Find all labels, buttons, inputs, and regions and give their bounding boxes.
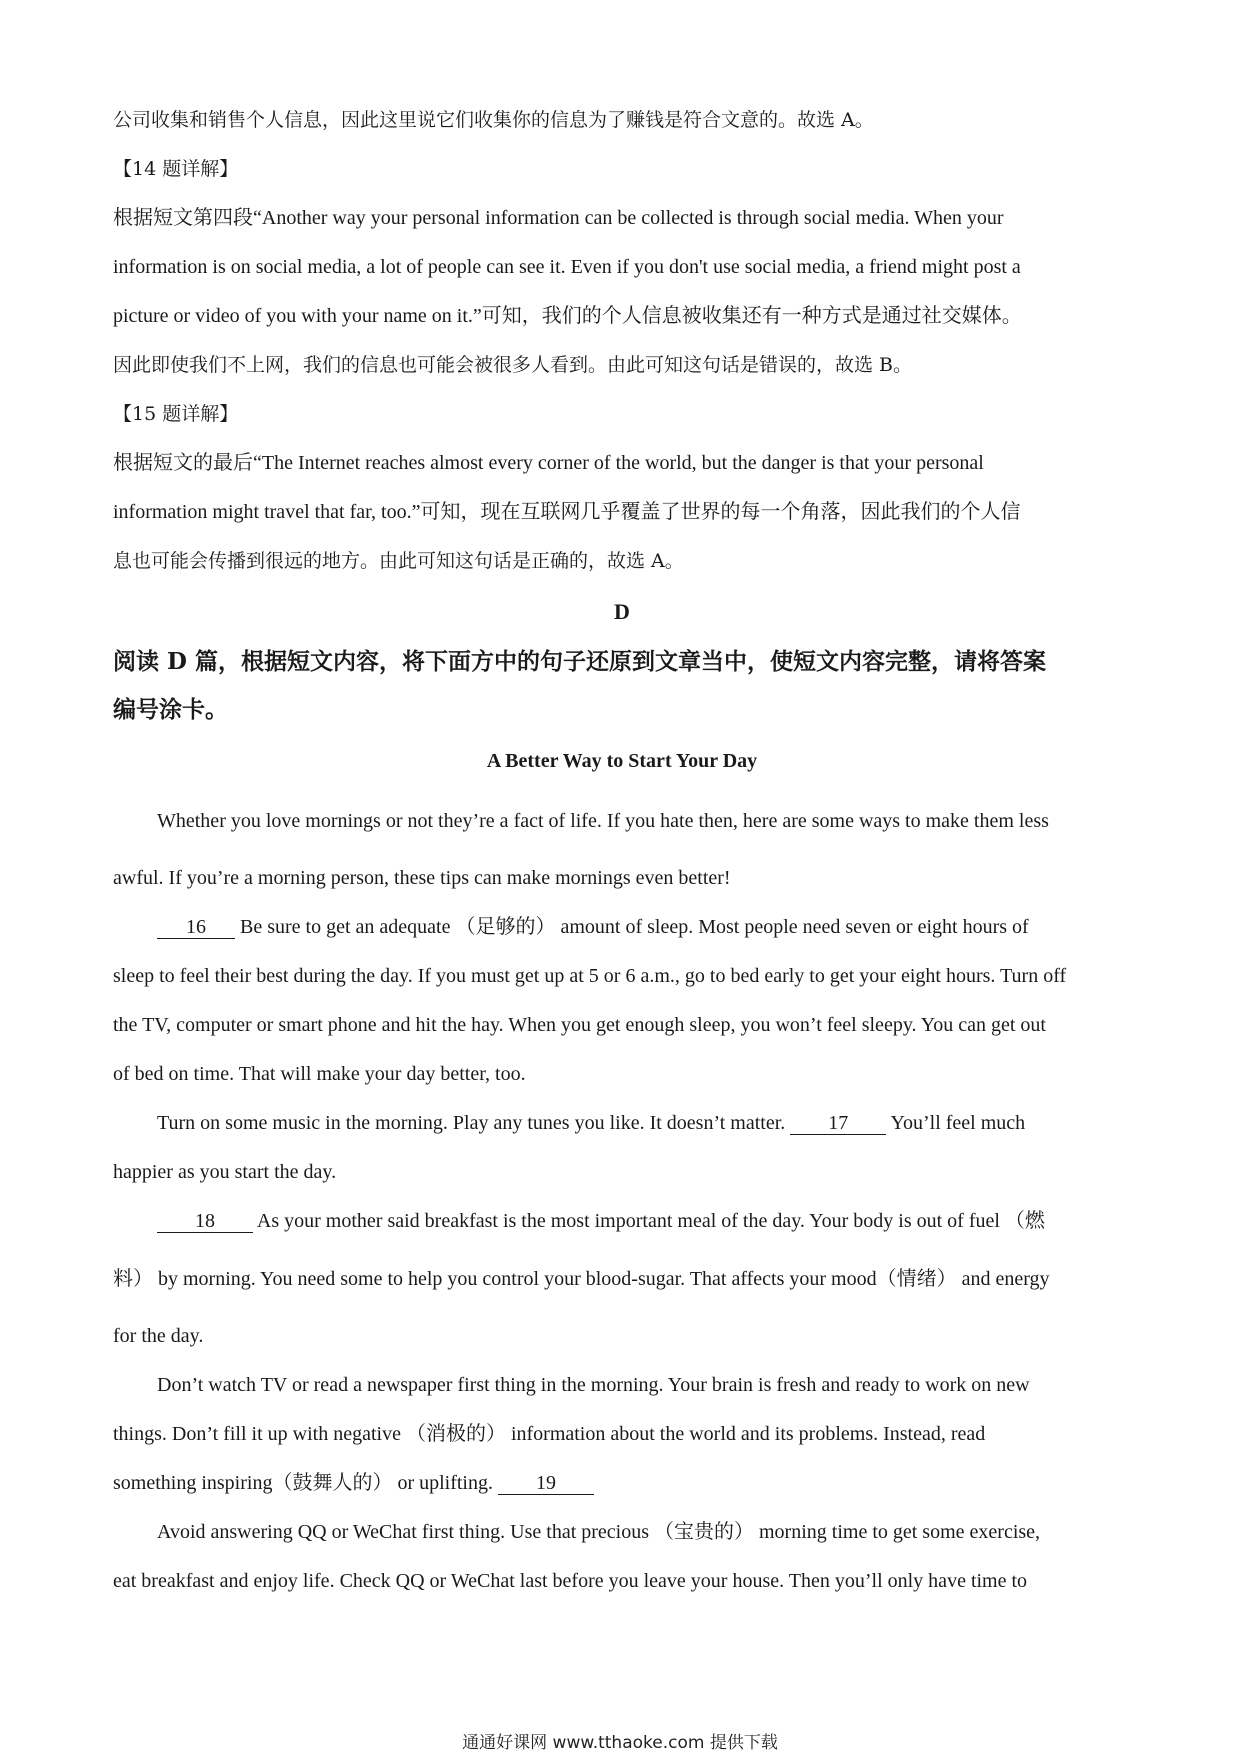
document-page xyxy=(113,96,1131,1606)
q13-explanation-tail: 公司收集和销售个人信息，因此这里说它们收集你的信息为了赚钱是符合文意的。故选 A。 xyxy=(113,109,874,131)
section-letter: D xyxy=(614,599,630,624)
passage-line xyxy=(113,1459,1131,1508)
q15-line: 息也可能会传播到很远的地方。由此可知这句话是正确的，故选 A。 xyxy=(113,550,684,572)
passage-text: You’ll feel much xyxy=(890,1112,1026,1134)
passage-line: 料） by morning. You need some to help you control your blood-sugar. That affects your mood（情绪） and energy xyxy=(113,1268,1050,1290)
passage-line xyxy=(113,903,1131,952)
passage-line: eat breakfast and enjoy life. Check QQ or WeChat last before you leave your house. Then you’ll only have time to xyxy=(113,1570,1028,1592)
passage-line: sleep to feel their best during the day. If you must get up at 5 or 6 a.m., go to bed early to get your eight hours. Turn off xyxy=(113,965,1067,987)
passage-text: Be sure to get an adequate （足够的） amount of sleep. Most people need seven or eight hours of xyxy=(240,916,1029,938)
passage-line: Whether you love mornings or not they’re a fact of life. If you hate then, here are some ways to make them less xyxy=(157,810,1049,832)
blank-16[interactable]: 16 xyxy=(157,916,235,939)
passage-line: things. Don’t fill it up with negative （消极的） information about the world and its problems. Instead, read xyxy=(113,1423,986,1445)
passage-line: awful. If you’re a morning person, these tips can make mornings even better! xyxy=(113,867,731,889)
section-instruction: 阅读 D 篇，根据短文内容，将下面方中的句子还原到文章当中，使短文内容完整，请将答案 xyxy=(113,648,1046,675)
blank-17[interactable]: 17 xyxy=(790,1112,886,1135)
blank-18[interactable]: 18 xyxy=(157,1210,253,1233)
passage-text: something inspiring（鼓舞人的） or uplifting. xyxy=(113,1472,493,1494)
passage-line: for the day. xyxy=(113,1325,204,1347)
passage-line: of bed on time. That will make your day better, too. xyxy=(113,1063,526,1085)
q14-heading: 【14 题详解】 xyxy=(113,158,239,180)
q15-line: information might travel that far, too.”可知，现在互联网几乎覆盖了世界的每一个角落，因此我们的个人信 xyxy=(113,501,1021,523)
passage-line: Don’t watch TV or read a newspaper first thing in the morning. Your brain is fresh and ready to work on new xyxy=(157,1374,1030,1396)
blank-19[interactable]: 19 xyxy=(498,1472,594,1495)
passage-line xyxy=(113,1197,1131,1246)
q14-line: information is on social media, a lot of people can see it. Even if you don't use social media, a friend might post a xyxy=(113,256,1021,278)
passage-line: the TV, computer or smart phone and hit the hay. When you get enough sleep, you won’t feel sleepy. You can get out xyxy=(113,1014,1046,1036)
q15-line: 根据短文的最后“The Internet reaches almost every corner of the world, but the danger is that your personal xyxy=(113,452,984,474)
q15-heading: 【15 题详解】 xyxy=(113,403,239,425)
passage-line xyxy=(113,1099,1131,1148)
passage-text: As your mother said breakfast is the most important meal of the day. Your body is out of fuel （燃 xyxy=(256,1210,1045,1232)
passage-text: Turn on some music in the morning. Play any tunes you like. It doesn’t matter. xyxy=(157,1112,786,1134)
passage-title: A Better Way to Start Your Day xyxy=(486,750,758,772)
q14-line: 根据短文第四段“Another way your personal information can be collected is through social media. When your xyxy=(113,207,1004,229)
section-instruction: 编号涂卡。 xyxy=(113,696,228,723)
q14-line: picture or video of you with your name on it.”可知，我们的个人信息被收集还有一种方式是通过社交媒体。 xyxy=(113,305,1022,327)
page-footer: 通通好课网 www.tthaoke.com 提供下载 xyxy=(462,1733,778,1753)
passage-line: Avoid answering QQ or WeChat first thing. Use that precious （宝贵的） morning time to get some exercise, xyxy=(157,1521,1041,1543)
q14-line: 因此即使我们不上网，我们的信息也可能会被很多人看到。由此可知这句话是错误的，故选 B。 xyxy=(113,354,913,376)
passage-line: happier as you start the day. xyxy=(113,1161,337,1183)
